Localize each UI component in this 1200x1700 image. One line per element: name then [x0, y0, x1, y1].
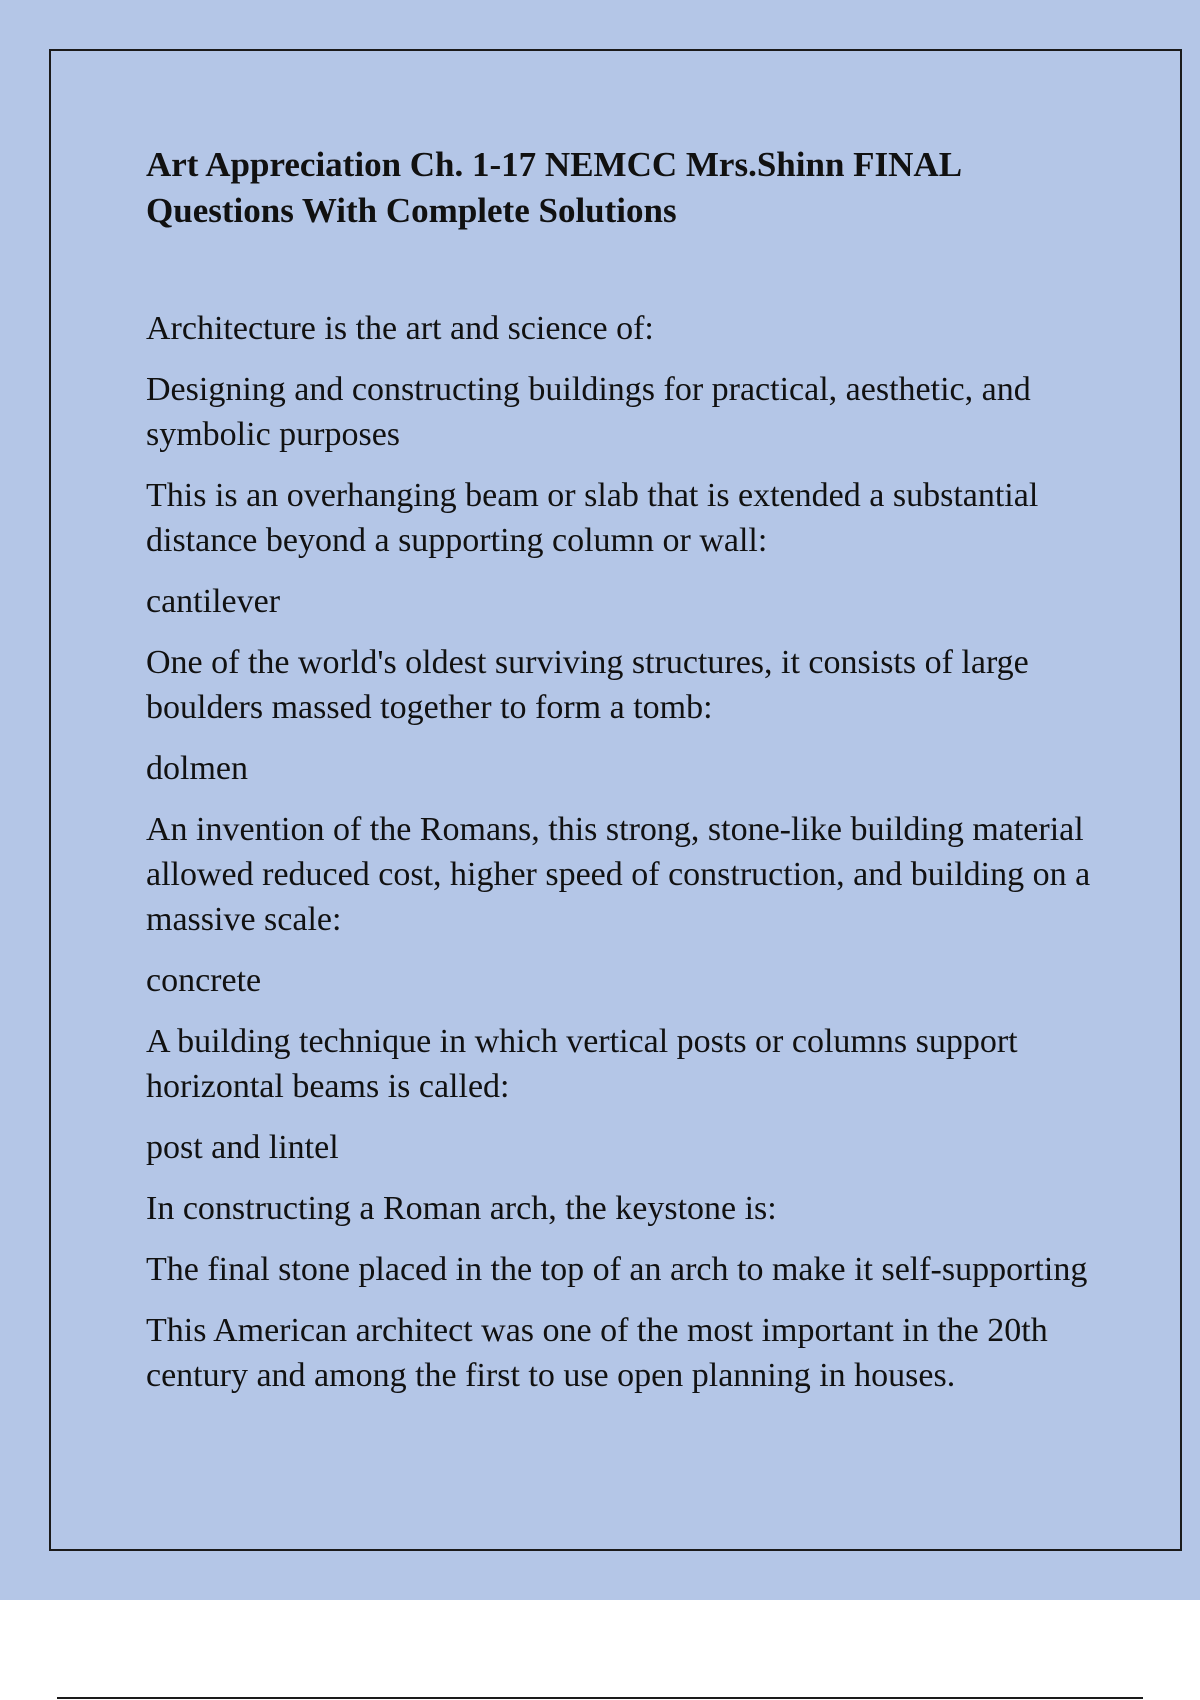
- footer-divider: [57, 1697, 1143, 1699]
- answer-post-and-lintel: post and lintel: [146, 1129, 339, 1166]
- question-american-architect: This American architect was one of the most important in the 20th century and among the first to use open planning in houses.: [146, 1312, 1048, 1394]
- question-building-technique: A building technique in which vertical posts or columns support horizontal beams is called:: [146, 1023, 1018, 1105]
- answer-cantilever: cantilever: [146, 583, 281, 620]
- document-content: [146, 142, 1106, 1414]
- answer-architecture: Designing and constructing buildings for practical, aesthetic, and symbolic purposes: [146, 371, 1031, 453]
- question-architecture: Architecture is the art and science of:: [146, 310, 654, 347]
- document-title: Art Appreciation Ch. 1-17 NEMCC Mrs.Shinn FINAL Questions With Complete Solutions: [146, 145, 961, 230]
- answer-keystone: The final stone placed in the top of an arch to make it self-supporting: [146, 1251, 1088, 1288]
- answer-dolmen: dolmen: [146, 750, 248, 787]
- question-oldest-structure: One of the world's oldest surviving structures, it consists of large boulders massed together to form a tomb:: [146, 644, 1029, 726]
- question-roman-material: An invention of the Romans, this strong, stone-like building material allowed reduced cost, higher speed of construction, and building on a massive scale:: [146, 811, 1091, 938]
- question-keystone: In constructing a Roman arch, the keystone is:: [146, 1190, 777, 1227]
- question-overhanging-beam: This is an overhanging beam or slab that is extended a substantial distance beyond a supporting column or wall:: [146, 477, 1039, 559]
- answer-concrete: concrete: [146, 962, 262, 999]
